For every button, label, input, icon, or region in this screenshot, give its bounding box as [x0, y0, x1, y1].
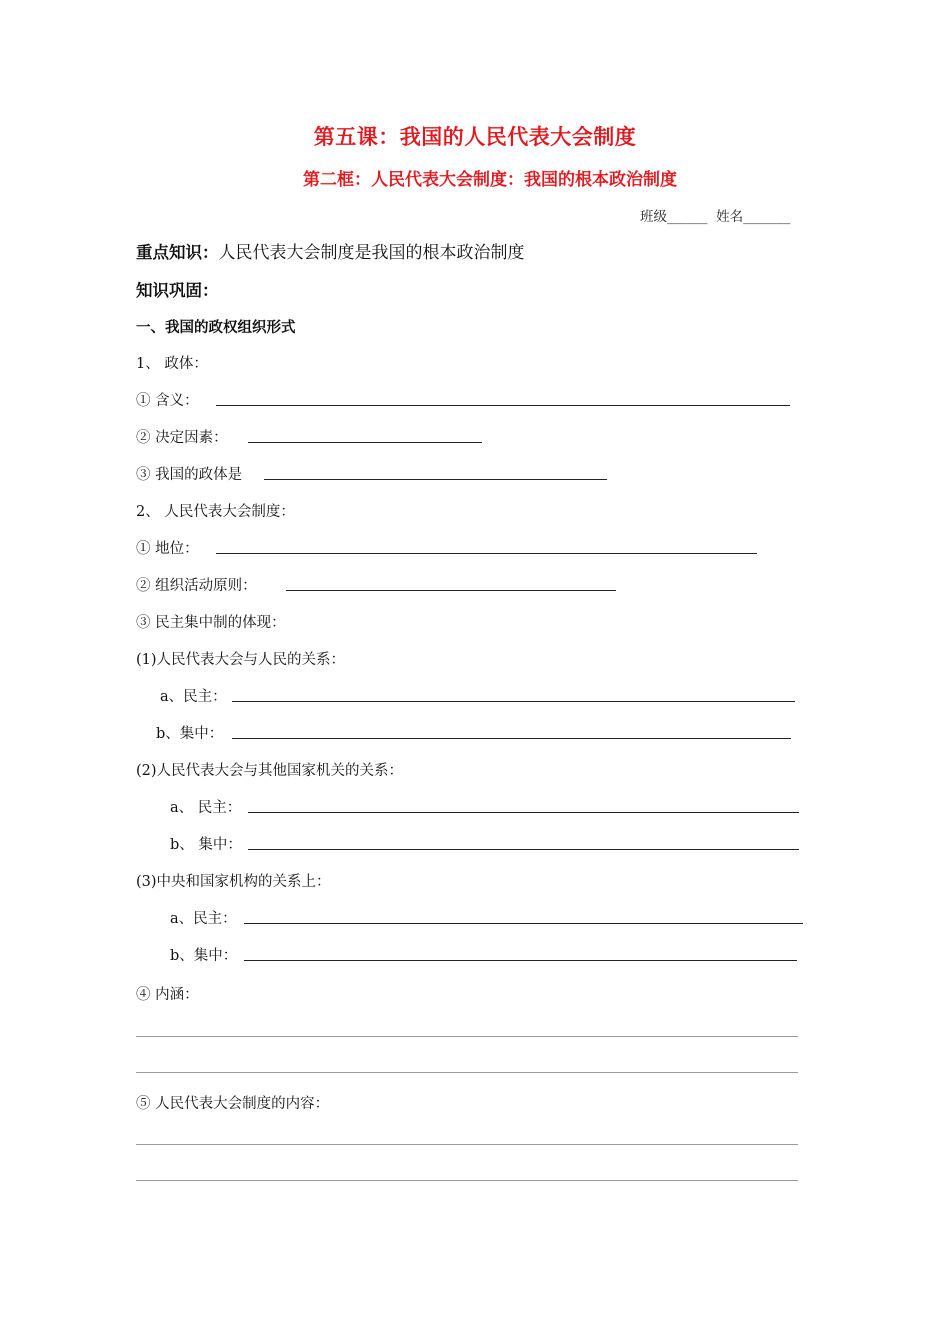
- answer-line-1c[interactable]: [264, 479, 607, 480]
- name-blank[interactable]: _______: [743, 209, 791, 225]
- answer-line-2a[interactable]: [216, 553, 757, 554]
- item-2c-label: ③ 民主集中制的体现：: [136, 615, 286, 631]
- answer-line-r3a[interactable]: [244, 923, 803, 924]
- relation-3-label: (3)中央和国家机构的关系上：: [136, 874, 331, 890]
- answer-line-r3b[interactable]: [244, 960, 797, 961]
- item-1-label: 1、 政体：: [136, 356, 208, 372]
- answer-line-2d-2[interactable]: [136, 1072, 798, 1073]
- item-1b-label: ② 决定因素：: [136, 430, 228, 446]
- key-point-text: 人民代表大会制度是我国的根本政治制度: [218, 243, 525, 263]
- student-info: [640, 205, 790, 225]
- section-heading: 一、我国的政权组织形式: [136, 320, 296, 336]
- relation-1b-label: b、集中：: [156, 726, 224, 742]
- answer-line-r1b[interactable]: [232, 738, 791, 739]
- item-2d-label: ④ 内涵：: [136, 987, 199, 1003]
- relation-3a-label: a、民主：: [170, 911, 237, 927]
- item-2b-label: ② 组织活动原则：: [136, 578, 257, 594]
- answer-line-2e-2[interactable]: [136, 1180, 798, 1181]
- item-2a-label: ① 地位：: [136, 541, 199, 557]
- review-heading: 知识巩固：: [136, 281, 219, 300]
- page-title: 第五课：我国的人民代表大会制度: [313, 125, 637, 149]
- answer-line-2d-1[interactable]: [136, 1036, 798, 1037]
- answer-line-2b[interactable]: [286, 590, 616, 591]
- item-1a-label: ① 含义：: [136, 393, 199, 409]
- answer-line-1b[interactable]: [248, 442, 482, 443]
- answer-line-2e-1[interactable]: [136, 1144, 798, 1145]
- key-point-label: 重点知识：: [136, 243, 219, 262]
- class-label: 班级: [640, 209, 667, 225]
- relation-2a-label: a、 民主：: [170, 800, 242, 816]
- page-subtitle: 第二框：人民代表大会制度：我国的根本政治制度: [303, 170, 677, 190]
- answer-line-r2a[interactable]: [248, 812, 799, 813]
- answer-line-1a[interactable]: [216, 405, 790, 406]
- key-point: [136, 238, 525, 263]
- name-label: 姓名: [716, 209, 744, 225]
- answer-line-r2b[interactable]: [248, 849, 799, 850]
- relation-1-label: (1)人民代表大会与人民的关系：: [136, 652, 346, 668]
- class-blank[interactable]: ______: [667, 209, 708, 225]
- relation-2-label: (2)人民代表大会与其他国家机关的关系：: [136, 763, 404, 779]
- relation-3b-label: b、集中：: [170, 948, 238, 964]
- item-1c-label: ③ 我国的政体是: [136, 467, 243, 483]
- item-2e-label: ⑤ 人民代表大会制度的内容：: [136, 1096, 330, 1112]
- answer-line-r1a[interactable]: [232, 701, 795, 702]
- item-2-label: 2、 人民代表大会制度：: [136, 504, 295, 520]
- relation-1a-label: a、民主：: [160, 689, 227, 705]
- relation-2b-label: b、 集中：: [170, 837, 242, 853]
